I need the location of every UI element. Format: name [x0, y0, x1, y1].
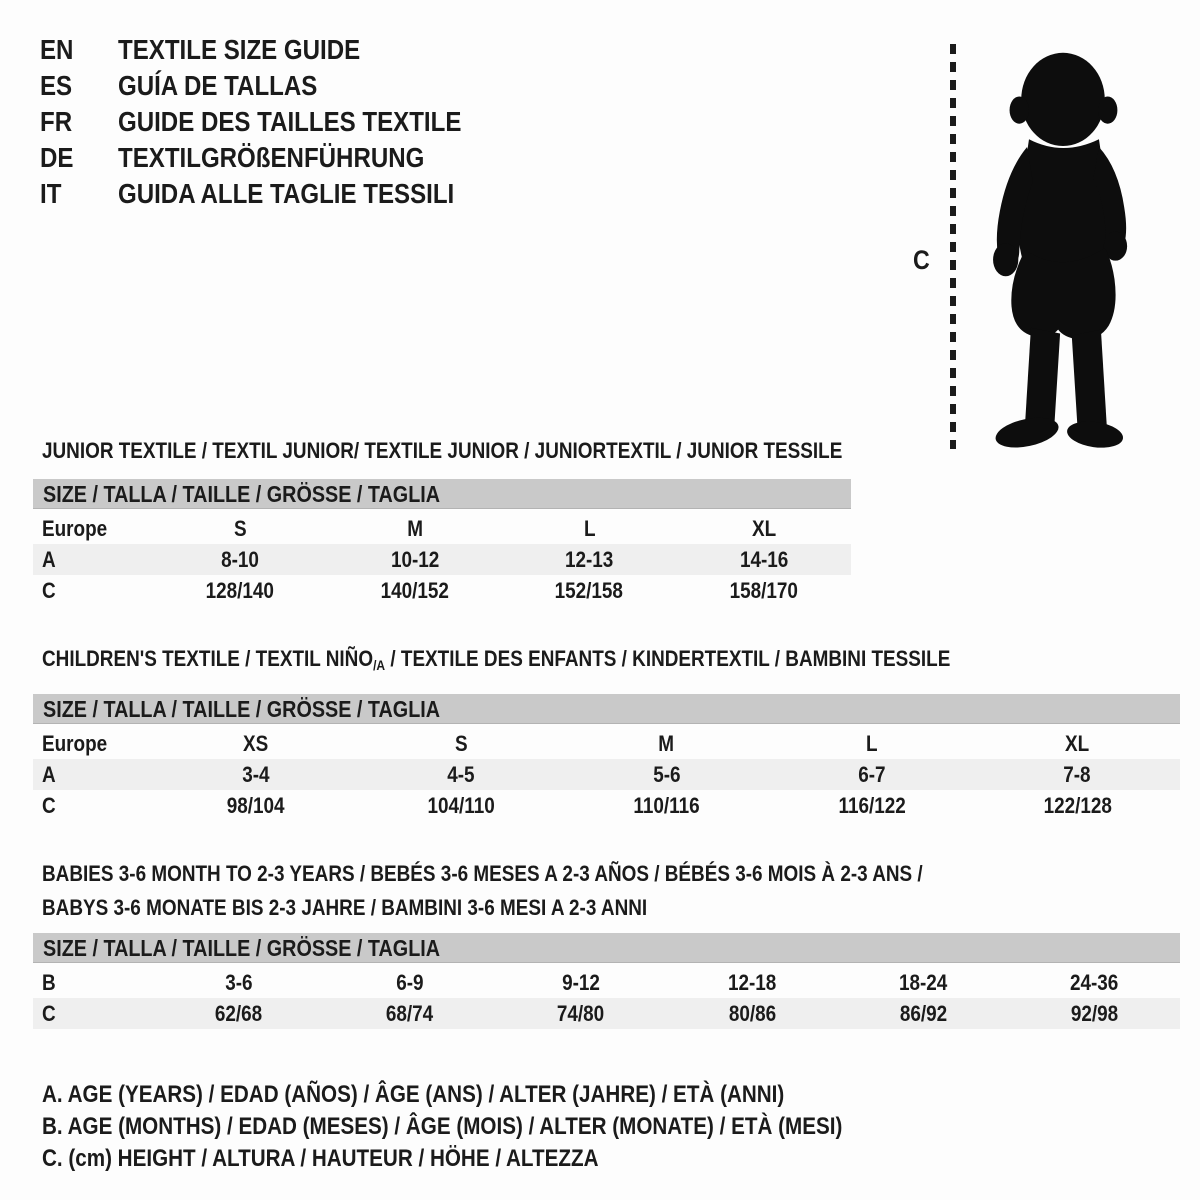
language-guide-title: GUÍA DE TALLAS — [118, 70, 318, 101]
cell-value: 74/80 — [557, 1001, 605, 1026]
row-label-cell — [33, 575, 153, 606]
value-cell — [324, 967, 495, 998]
value-cell — [677, 513, 852, 544]
language-code: ES — [40, 70, 73, 101]
value-cell — [975, 728, 1180, 759]
row-label-cell — [33, 759, 153, 790]
table-row — [33, 759, 1180, 790]
value-cell — [502, 513, 677, 544]
row-label: A — [42, 762, 56, 787]
size-table — [33, 967, 1180, 1029]
cell-value: 98/104 — [226, 793, 285, 818]
value-cell — [564, 790, 769, 821]
value-cell — [328, 544, 503, 575]
cell-value: 68/74 — [386, 1001, 434, 1026]
value-cell — [769, 728, 974, 759]
language-code: DE — [40, 142, 74, 173]
value-cell — [153, 728, 358, 759]
row-label-cell — [33, 967, 153, 998]
section-title-line — [42, 434, 851, 467]
language-guide-title: TEXTILE SIZE GUIDE — [118, 34, 361, 65]
language-code: IT — [40, 178, 62, 209]
cell-value: 140/152 — [380, 578, 449, 603]
table-row — [33, 967, 1180, 998]
cell-value: S — [233, 516, 247, 541]
cell-value: 12-13 — [565, 547, 614, 572]
table-row — [33, 728, 1180, 759]
section-title-segment: BABIES 3-6 MONTH TO 2-3 YEARS / BEBÉS 3-6 MESES A 2-3 AÑOS / BÉBÉS 3-6 MOIS À 2-3 ANS / — [42, 861, 923, 886]
value-cell — [677, 544, 852, 575]
cell-value: XL — [751, 516, 776, 541]
value-cell — [358, 728, 563, 759]
cell-value: 116/122 — [838, 793, 906, 818]
section-title — [42, 434, 851, 467]
size-header-bar — [33, 694, 1180, 724]
toddler-silhouette-icon — [965, 46, 1161, 454]
cell-value: 14-16 — [739, 547, 788, 572]
section-title-line — [42, 642, 1180, 682]
row-label-cell — [33, 728, 153, 759]
section-title-text — [42, 642, 950, 682]
cell-value: 24-36 — [1070, 970, 1119, 995]
cell-value: 6-7 — [858, 762, 886, 787]
cell-value: M — [658, 731, 675, 756]
table-row — [33, 513, 851, 544]
value-cell — [564, 759, 769, 790]
legend-text: B. AGE (MONTHS) / EDAD (MESES) / ÂGE (MOIS) / ALTER (MONATE) / ETÀ (MESI) — [42, 1113, 843, 1140]
cell-value: 8-10 — [221, 547, 260, 572]
section-title-segment: BABYS 3-6 MONATE BIS 2-3 JAHRE / BAMBINI 3-6 MESI A 2-3 ANNI — [42, 895, 648, 920]
section-title-text — [42, 891, 647, 925]
row-label-cell — [33, 790, 153, 821]
language-code: FR — [40, 106, 73, 137]
cell-value: XS — [243, 731, 269, 756]
value-cell — [1009, 998, 1180, 1029]
cell-value: 3-6 — [224, 970, 253, 995]
value-cell — [358, 790, 563, 821]
row-label-cell — [33, 544, 153, 575]
section-title-line — [42, 857, 1180, 891]
language-guide-title: GUIDE DES TAILLES TEXTILE — [118, 106, 462, 137]
row-label: Europe — [42, 516, 108, 541]
value-cell — [153, 998, 324, 1029]
language-guide-title: GUIDA ALLE TAGLIE TESSILI — [118, 178, 455, 209]
cell-value: 7-8 — [1063, 762, 1091, 787]
value-cell — [324, 998, 495, 1029]
cell-value: 152/158 — [555, 578, 624, 603]
table-row — [33, 790, 1180, 821]
cell-value: 10-12 — [390, 547, 439, 572]
cell-value: 12-18 — [727, 970, 777, 995]
value-cell — [838, 998, 1009, 1029]
textile-size-guide-page — [0, 32, 1200, 1200]
section-title-text — [42, 857, 923, 891]
cell-value: 5-6 — [652, 762, 681, 787]
cell-value: 6-9 — [396, 970, 424, 995]
table-row — [33, 575, 851, 606]
value-cell — [153, 575, 328, 606]
value-cell — [153, 759, 358, 790]
language-guide-title: TEXTILGRÖßENFÜHRUNG — [118, 142, 425, 173]
legend-text: C. (cm) HEIGHT / ALTURA / HAUTEUR / HÖHE / ALTEZZA — [42, 1145, 599, 1172]
section-title-segment: CHILDREN'S TEXTILE / TEXTIL NIÑO — [42, 646, 374, 671]
cell-value: 86/92 — [899, 1001, 947, 1026]
section-junior-textile — [33, 434, 851, 606]
section-title — [42, 642, 1180, 682]
cell-value: S — [454, 731, 468, 756]
value-cell — [564, 728, 769, 759]
value-cell — [1009, 967, 1180, 998]
size-header-bar — [33, 479, 851, 509]
section-title-segment: / TEXTILE DES ENFANTS / KINDERTEXTIL / BAMBINI TESSILE — [385, 646, 951, 671]
legend-line — [42, 1079, 1200, 1111]
value-cell — [975, 790, 1180, 821]
cell-value: 128/140 — [206, 578, 275, 603]
row-label: A — [42, 547, 56, 572]
table-row — [33, 998, 1180, 1029]
cell-value: 3-4 — [242, 762, 270, 787]
row-label: Europe — [42, 731, 108, 756]
section-childrens-textile — [33, 642, 1180, 821]
value-cell — [677, 575, 852, 606]
cell-value: 80/86 — [728, 1001, 776, 1026]
height-marker-label: C — [913, 245, 930, 275]
size-header-bar — [33, 933, 1180, 963]
cell-value: 4-5 — [447, 762, 475, 787]
cell-value: 104/110 — [427, 793, 495, 818]
value-cell — [328, 575, 503, 606]
value-cell — [495, 967, 666, 998]
value-cell — [975, 759, 1180, 790]
section-title — [42, 857, 1180, 925]
row-label: C — [42, 1001, 56, 1026]
cell-value: 110/116 — [633, 793, 700, 818]
cell-value: L — [866, 731, 878, 756]
legend-block — [42, 1079, 1200, 1175]
value-cell — [838, 967, 1009, 998]
cell-value: 9-12 — [561, 970, 600, 995]
size-header-text: SIZE / TALLA / TAILLE / GRÖSSE / TAGLIA — [43, 935, 441, 961]
legend-text: A. AGE (YEARS) / EDAD (AÑOS) / ÂGE (ANS) / ALTER (JAHRE) / ETÀ (ANNI) — [42, 1081, 785, 1108]
size-table — [33, 513, 851, 606]
value-cell — [153, 967, 324, 998]
legend-line — [42, 1111, 1200, 1143]
row-label-cell — [33, 998, 153, 1029]
section-title-line — [42, 891, 1180, 925]
row-label-cell — [33, 513, 153, 544]
value-cell — [153, 790, 358, 821]
value-cell — [153, 544, 328, 575]
section-title-segment: /A — [373, 657, 386, 673]
size-header-text: SIZE / TALLA / TAILLE / GRÖSSE / TAGLIA — [43, 696, 441, 722]
row-label: C — [42, 578, 56, 603]
cell-value: 62/68 — [214, 1001, 263, 1026]
section-title-text — [42, 434, 842, 467]
value-cell — [769, 759, 974, 790]
cell-value: XL — [1065, 731, 1090, 756]
value-cell — [153, 513, 328, 544]
cell-value: L — [583, 516, 596, 541]
value-cell — [495, 998, 666, 1029]
height-figure — [895, 40, 1175, 456]
cell-value: 18-24 — [899, 970, 948, 995]
value-cell — [769, 790, 974, 821]
size-table — [33, 728, 1180, 821]
section-title-segment: JUNIOR TEXTILE / TEXTIL JUNIOR/ TEXTILE JUNIOR / JUNIORTEXTIL / JUNIOR TESSILE — [42, 438, 843, 463]
table-row — [33, 544, 851, 575]
size-header-text: SIZE / TALLA / TAILLE / GRÖSSE / TAGLIA — [43, 481, 441, 507]
value-cell — [667, 998, 838, 1029]
row-label: C — [42, 793, 56, 818]
cell-value: M — [406, 516, 423, 541]
row-label: B — [42, 970, 56, 995]
value-cell — [502, 544, 677, 575]
height-dashed-line — [950, 44, 956, 449]
section-babies-textile — [33, 857, 1180, 1029]
value-cell — [667, 967, 838, 998]
legend-line — [42, 1143, 1200, 1175]
value-cell — [358, 759, 563, 790]
language-code: EN — [40, 34, 74, 65]
value-cell — [328, 513, 503, 544]
cell-value: 158/170 — [729, 578, 798, 603]
cell-value: 122/128 — [1043, 793, 1112, 818]
cell-value: 92/98 — [1070, 1001, 1119, 1026]
value-cell — [502, 575, 677, 606]
